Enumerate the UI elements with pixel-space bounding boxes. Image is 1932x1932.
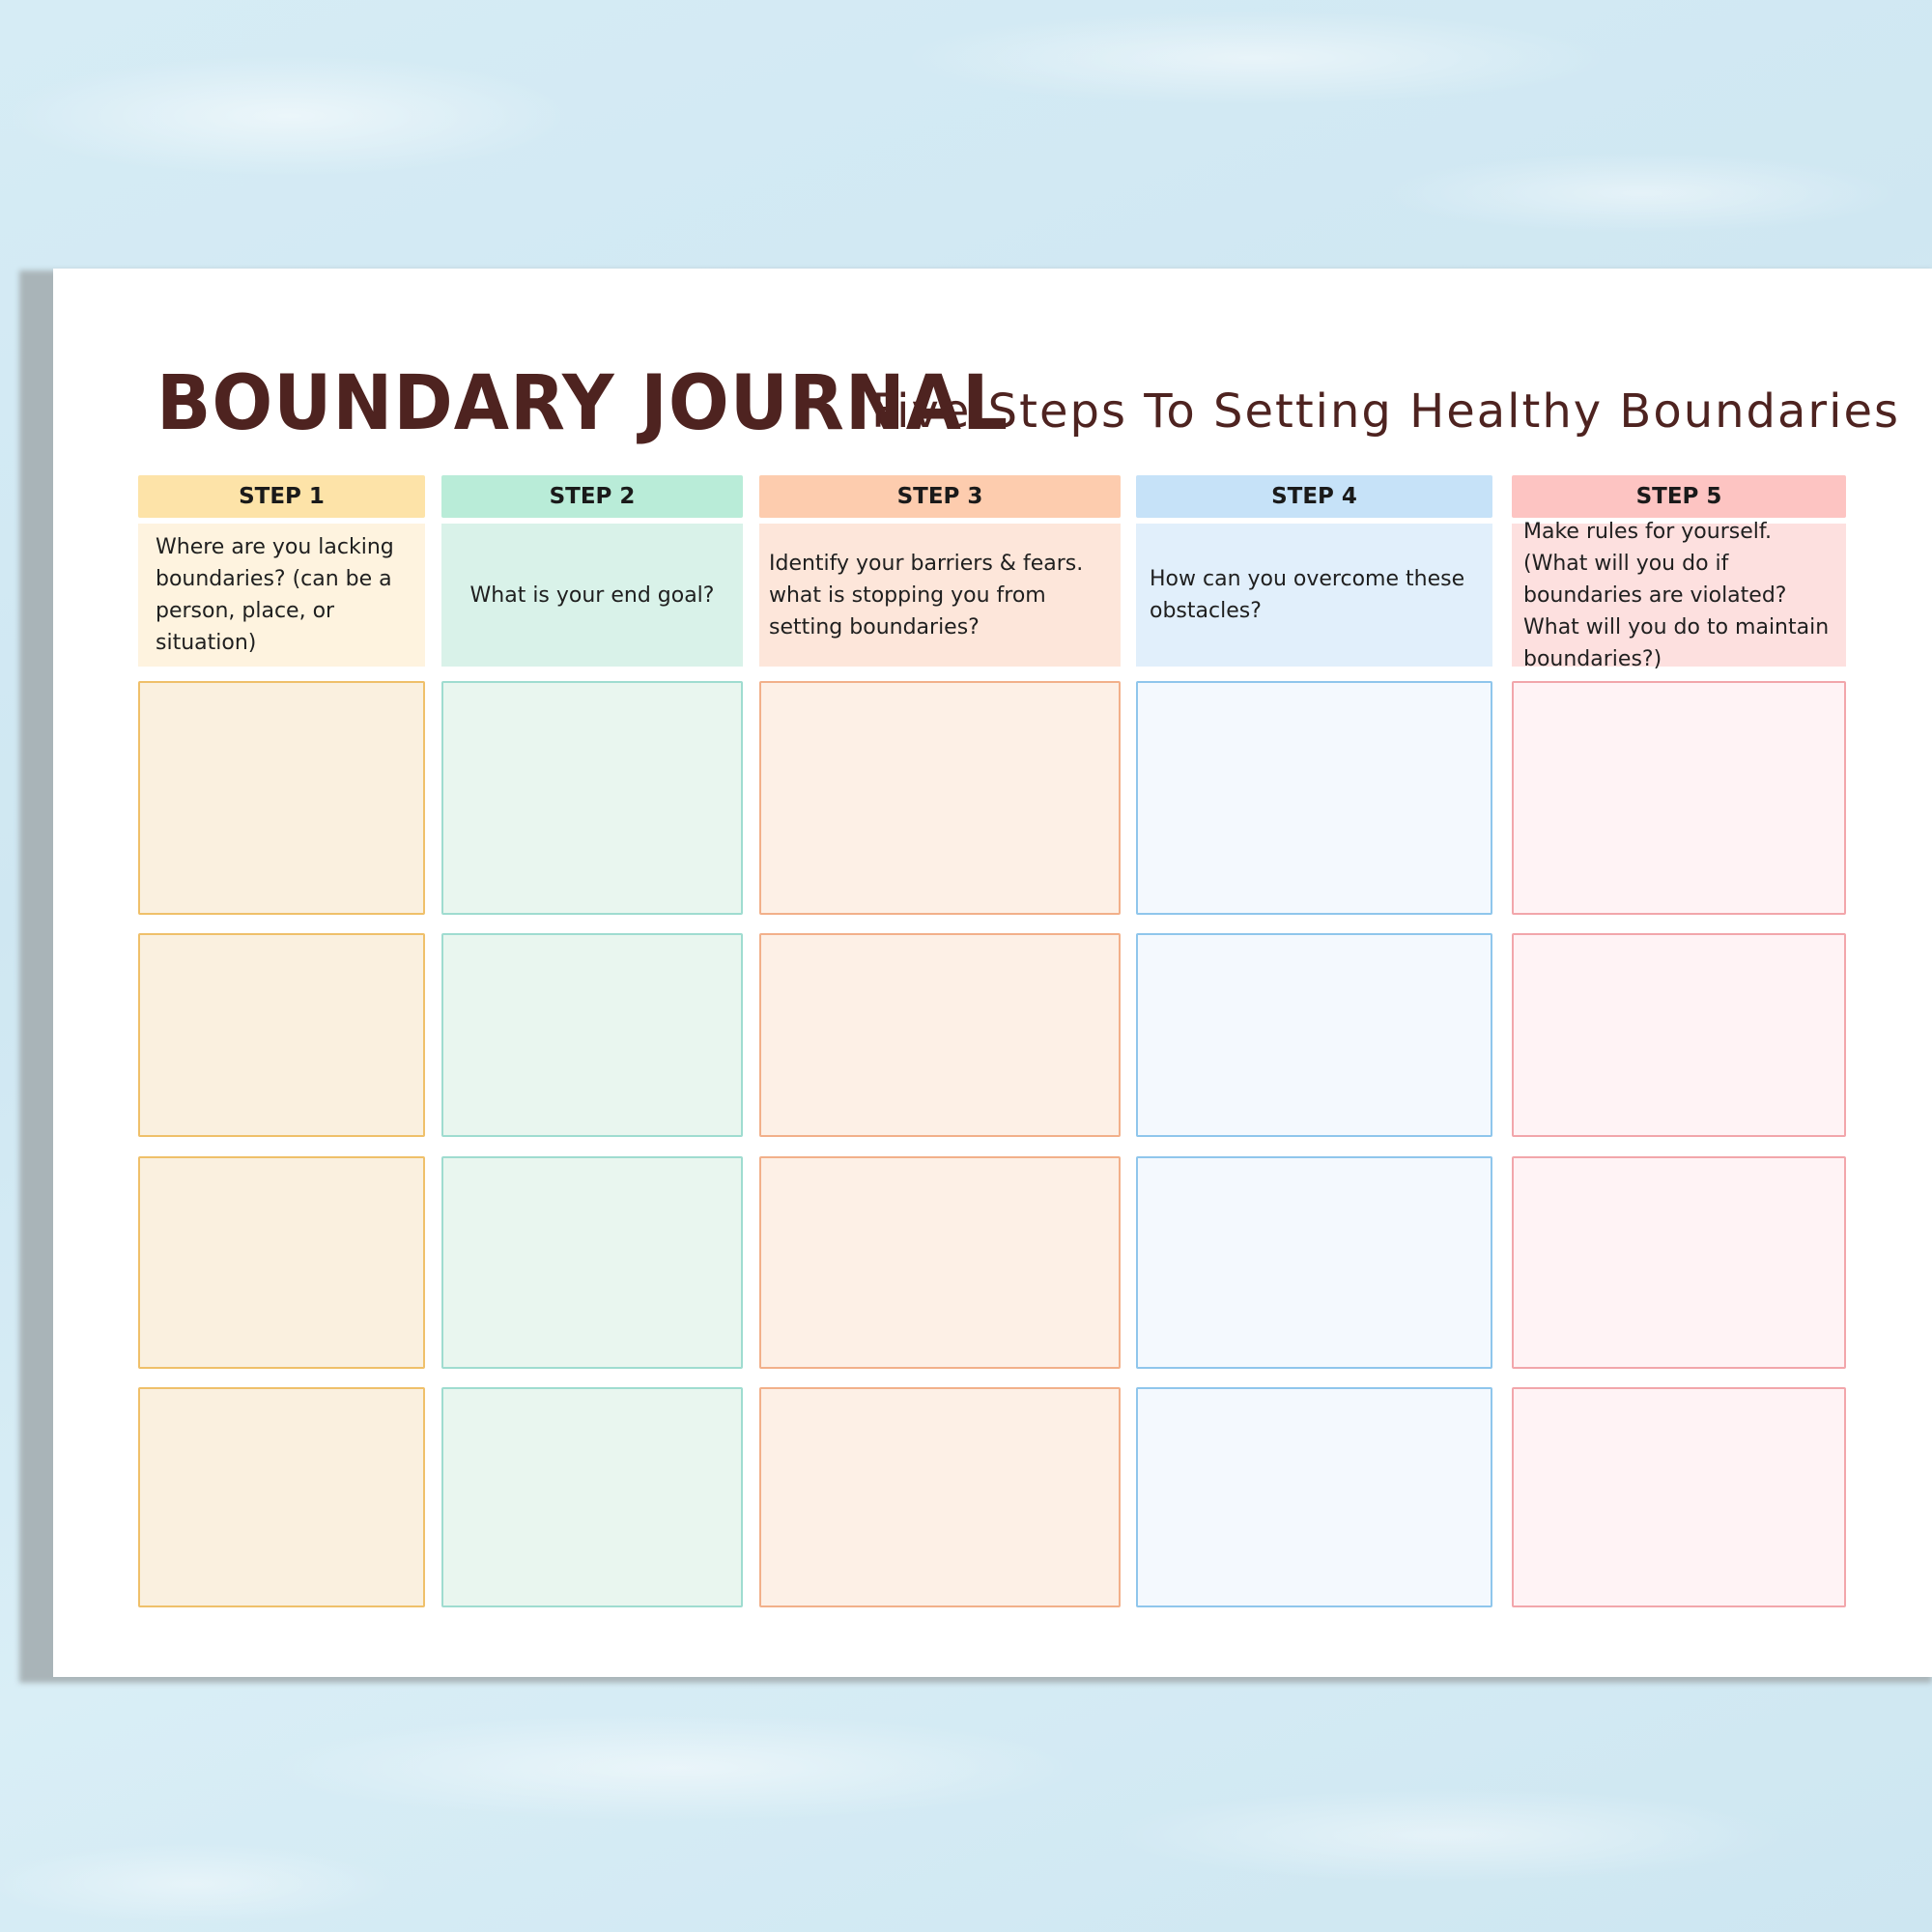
step-4-prompt: How can you overcome these obstacles? [1136,524,1492,667]
step-4-entry-4[interactable] [1136,1387,1492,1607]
step-3-header: STEP 3 [759,475,1121,518]
step-4-entry-2[interactable] [1136,933,1492,1137]
step-5-header: STEP 5 [1512,475,1846,518]
step-4-entry-3[interactable] [1136,1156,1492,1369]
step-3-entry-4[interactable] [759,1387,1121,1607]
step-5-entry-3[interactable] [1512,1156,1846,1369]
step-4-entry-1[interactable] [1136,681,1492,915]
page-title: BOUNDARY JOURNAL [156,359,1009,448]
page-subtitle: Five Steps To Setting Healthy Boundaries [871,384,1901,439]
step-1-header: STEP 1 [138,475,425,518]
step-3-entry-3[interactable] [759,1156,1121,1369]
step-1-entry-2[interactable] [138,933,425,1137]
step-1-entry-1[interactable] [138,681,425,915]
step-2-entry-2[interactable] [441,933,743,1137]
step-1-prompt: Where are you lacking boundaries? (can be a person, place, or situation) [138,524,425,667]
step-1-entry-4[interactable] [138,1387,425,1607]
step-5-prompt: Make rules for yourself. (What will you do if boundaries are violated? What will you do to maintain boundaries?) [1512,524,1846,667]
step-4-header: STEP 4 [1136,475,1492,518]
step-1-entry-3[interactable] [138,1156,425,1369]
step-3-prompt: Identify your barriers & fears. what is stopping you from setting boundaries? [759,524,1121,667]
step-2-entry-4[interactable] [441,1387,743,1607]
step-5-entry-2[interactable] [1512,933,1846,1137]
step-3-entry-1[interactable] [759,681,1121,915]
step-5-entry-4[interactable] [1512,1387,1846,1607]
step-2-entry-1[interactable] [441,681,743,915]
step-5-entry-1[interactable] [1512,681,1846,915]
step-2-header: STEP 2 [441,475,743,518]
step-3-entry-2[interactable] [759,933,1121,1137]
step-2-entry-3[interactable] [441,1156,743,1369]
step-2-prompt: What is your end goal? [441,524,743,667]
